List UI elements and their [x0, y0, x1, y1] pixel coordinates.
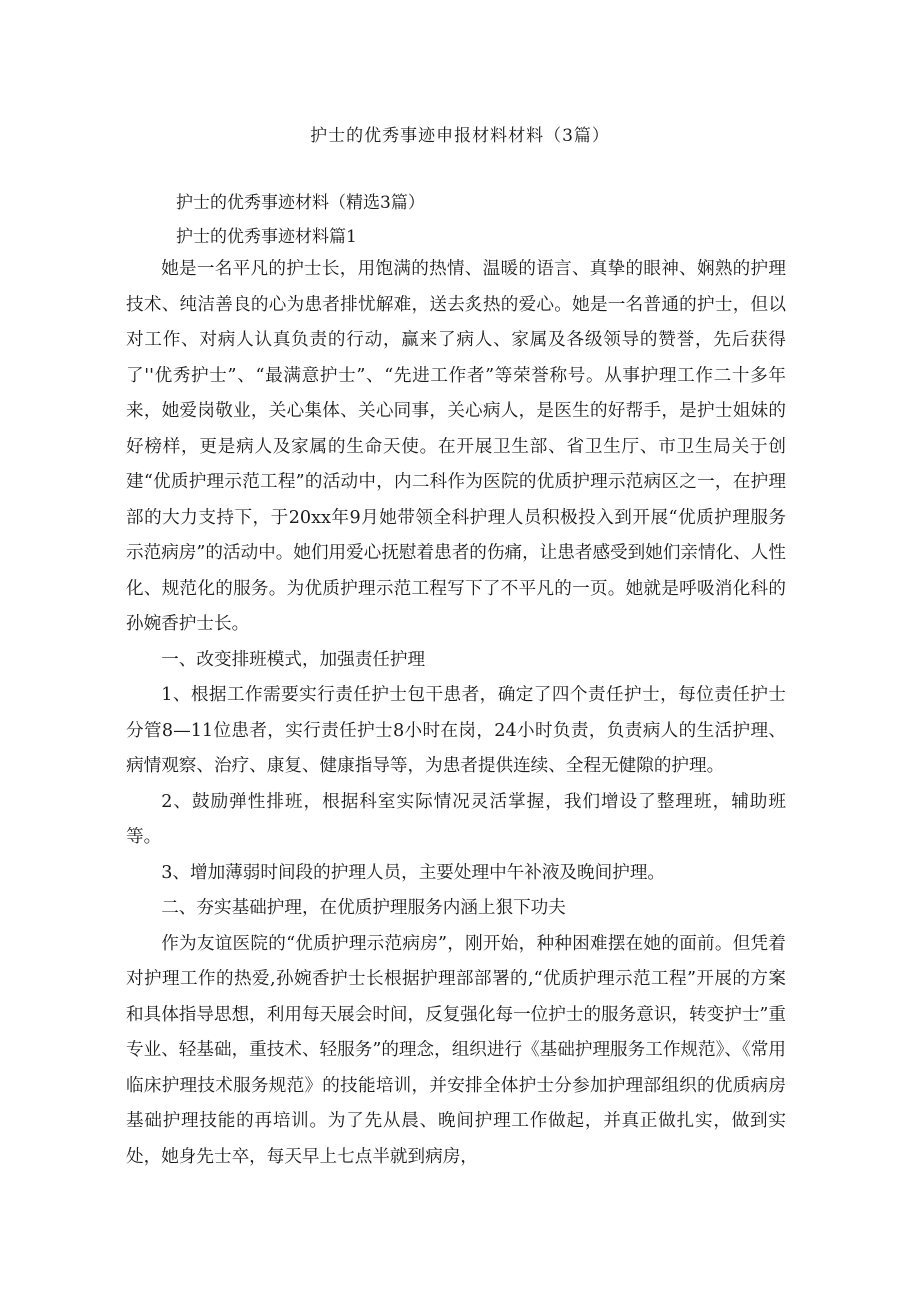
paragraph-basic-care: 作为友谊医院的“优质护理示范病房”，刚开始，种种困难摆在她的面前。但凭着对护理工作的热爱,孙婉香护士长根据护理部部署的,“优质护理示范工程”开展的方案和具体指导思想，利用每天展会时间，反复强化每一位护士的服务意识，转变护士”重专业、轻基础，重技术、轻服务”的理念，组织进行《基础护理服务工作规范》、《常用临床护理技术服务规范》的技能培训，并安排全体护士分参加护理部组织的优质病房基础护理技能的再培训。为了先从晨、晚间护理工作做起，并真正做扎实，做到实处，她身先士卒，每天早上七点半就到病房，	[126, 933, 786, 1167]
heading-scheduling: 一、改变排班模式，加强责任护理	[161, 649, 426, 670]
paragraph-item-3: 3、增加薄弱时间段的护理人员，主要处理中午补液及晚间护理。	[161, 862, 666, 883]
heading-basic-care: 二、夯实基础护理，在优质护理服务内涵上狠下功夫	[161, 898, 566, 918]
section-title: 护士的优秀事迹材料篇1	[176, 227, 357, 247]
body-text	[126, 252, 786, 1175]
document-subtitle: 护士的优秀事迹材料（精选3篇）	[176, 193, 425, 213]
document-title: 护士的优秀事迹申报材料材料（3篇）	[310, 126, 610, 146]
paragraph-item-2: 2、鼓励弹性排班，根据科室实际情况灵活掌握，我们增设了整理班，辅助班等。	[126, 791, 786, 847]
paragraph-intro: 她是一名平凡的护士长，用饱满的热情、温暖的语言、真挚的眼神、娴熟的护理技术、纯洁善良的心为患者排忧解难，送去炙热的爱心。她是一名普通的护士，但以对工作、对病人认真负责的行动，赢来了病人、家属及各级领导的赞誉，先后获得了''优秀护士”、“最满意护士”、“先进工作者”等荣誉称号。从事护理工作二十多年来，她爱岗敬业，关心集体、关心同事，关心病人，是医生的好帮手，是护士姐妹的好榜样，更是病人及家属的生命天使。在开展卫生部、省卫生厅、市卫生局关于创建“优质护理示范工程”的活动中，内二科作为医院的优质护理示范病区之一，在护理部的大力支持下，于20xx年9月她带领全科护理人员积极投入到开展“优质护理服务示范病房”的活动中。她们用爱心抚慰着患者的伤痛，让患者感受到她们亲情化、人性化、规范化的服务。为优质护理示范工程写下了不平凡的一页。她就是呼吸消化科的孙婉香护士长。	[126, 259, 786, 634]
paragraph-item-1: 1、根据工作需要实行责任护士包干患者，确定了四个责任护士，每位责任护士分管8—11位患者，实行责任护士8小时在岗，24小时负责，负责病人的生活护理、病情观察、治疗、康复、健康指导等，为患者提供连续、全程无健隙的护理。	[126, 685, 786, 776]
